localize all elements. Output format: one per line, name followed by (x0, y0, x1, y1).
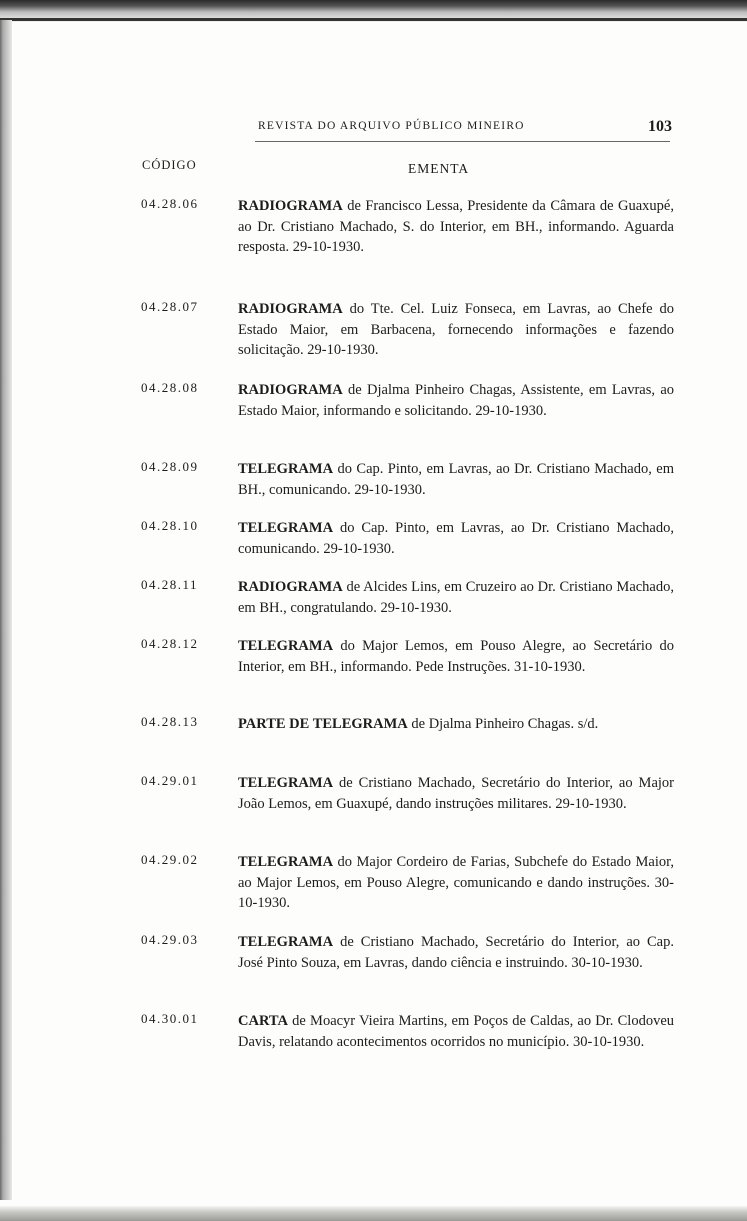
entry-text (238, 1011, 674, 1052)
entry-description: de Francisco Lessa, Presidente da Câmara de Guaxupé, ao Dr. Cristiano Machado, S. do Interior, em BH., informando. Aguarda resposta. 29-10-1930. (238, 198, 674, 255)
entry-code: 04.29.02 (141, 852, 199, 867)
entry-description: de Moacyr Vieira Martins, em Poços de Caldas, ao Dr. Clodoveu Davis, relatando acontecimentos ocorridos no município. 30-10-1930. (238, 1013, 674, 1050)
entry-code: 04.29.01 (141, 773, 199, 788)
entry-type: CARTA (238, 1013, 288, 1029)
entry-code: 04.28.13 (141, 714, 199, 729)
entry-text (238, 380, 674, 421)
entry-description: do Tte. Cel. Luiz Fonseca, em Lavras, ao Chefe do Estado Maior, em Barbacena, fornecendo informações e fazendo solicitação. 29-10-1930. (238, 301, 674, 358)
entry-code: 04.28.11 (141, 577, 199, 592)
entry-description: do Major Cordeiro de Farias, Subchefe do Estado Maior, ao Major Lemos, em Pouso Alegre, comunicando e dando instruções. 30-10-1930. (238, 854, 674, 911)
entry-text (238, 932, 674, 973)
entry-text (238, 852, 674, 914)
entry-description: de Djalma Pinheiro Chagas, Assistente, em Lavras, ao Estado Maior, informando e solicitando. 29-10-1930. (238, 382, 674, 419)
entry-text (238, 299, 674, 361)
entry-description: de Djalma Pinheiro Chagas. s/d. (407, 716, 599, 732)
scan-edge-bottom (0, 1206, 747, 1221)
entry-description: do Major Lemos, em Pouso Alegre, ao Secretário do Interior, em BH., informando. Pede Instruções. 31-10-1930. (238, 638, 674, 675)
entry-description: de Cristiano Machado, Secretário do Interior, ao Cap. José Pinto Souza, em Lavras, dando ciência e instruindo. 30-10-1930. (238, 934, 674, 971)
column-header-code: CÓDIGO (142, 158, 197, 172)
entry-description: do Cap. Pinto, em Lavras, ao Dr. Cristiano Machado, comunicando. 29-10-1930. (238, 520, 674, 557)
entry-text (238, 518, 674, 559)
page-number: 103 (648, 118, 672, 135)
entry-code: 04.28.12 (141, 636, 199, 651)
entry-type: TELEGRAMA (238, 775, 334, 791)
entry-code: 04.28.08 (141, 380, 199, 395)
entry-code: 04.29.03 (141, 932, 199, 947)
entry-text (238, 577, 674, 618)
header-rule (255, 141, 670, 142)
entry-description: de Cristiano Machado, Secretário do Interior, ao Major João Lemos, em Guaxupé, dando instruções militares. 29-10-1930. (238, 775, 674, 812)
column-header-summary: EMENTA (408, 161, 470, 176)
entry-type: RADIOGRAMA (238, 579, 343, 595)
entry-code: 04.30.01 (141, 1011, 199, 1026)
entry-description: de Alcides Lins, em Cruzeiro ao Dr. Cristiano Machado, em BH., congratulando. 29-10-1930. (238, 579, 674, 616)
running-head: REVISTA DO ARQUIVO PÚBLICO MINEIRO (258, 120, 525, 132)
entry-type: TELEGRAMA (238, 934, 334, 950)
scan-edge-left (0, 20, 12, 1200)
entry-code: 04.28.09 (141, 459, 199, 474)
entry-text (238, 714, 674, 735)
entry-type: TELEGRAMA (238, 854, 334, 870)
entry-code: 04.28.07 (141, 299, 199, 314)
entry-code: 04.28.10 (141, 518, 199, 533)
entry-text (238, 636, 674, 677)
entry-text (238, 773, 674, 814)
entry-description: do Cap. Pinto, em Lavras, ao Dr. Cristiano Machado, em BH., comunicando. 29-10-1930. (238, 461, 674, 498)
entry-type: PARTE DE TELEGRAMA (238, 716, 408, 732)
entry-type: TELEGRAMA (238, 461, 334, 477)
entry-text (238, 196, 674, 258)
scan-edge-line (0, 18, 747, 21)
entry-type: TELEGRAMA (238, 520, 334, 536)
entry-type: RADIOGRAMA (238, 301, 343, 317)
entry-type: RADIOGRAMA (238, 382, 343, 398)
entry-code: 04.28.06 (141, 196, 199, 211)
entry-type: RADIOGRAMA (238, 198, 343, 214)
entry-type: TELEGRAMA (238, 638, 334, 654)
entry-text (238, 459, 674, 500)
